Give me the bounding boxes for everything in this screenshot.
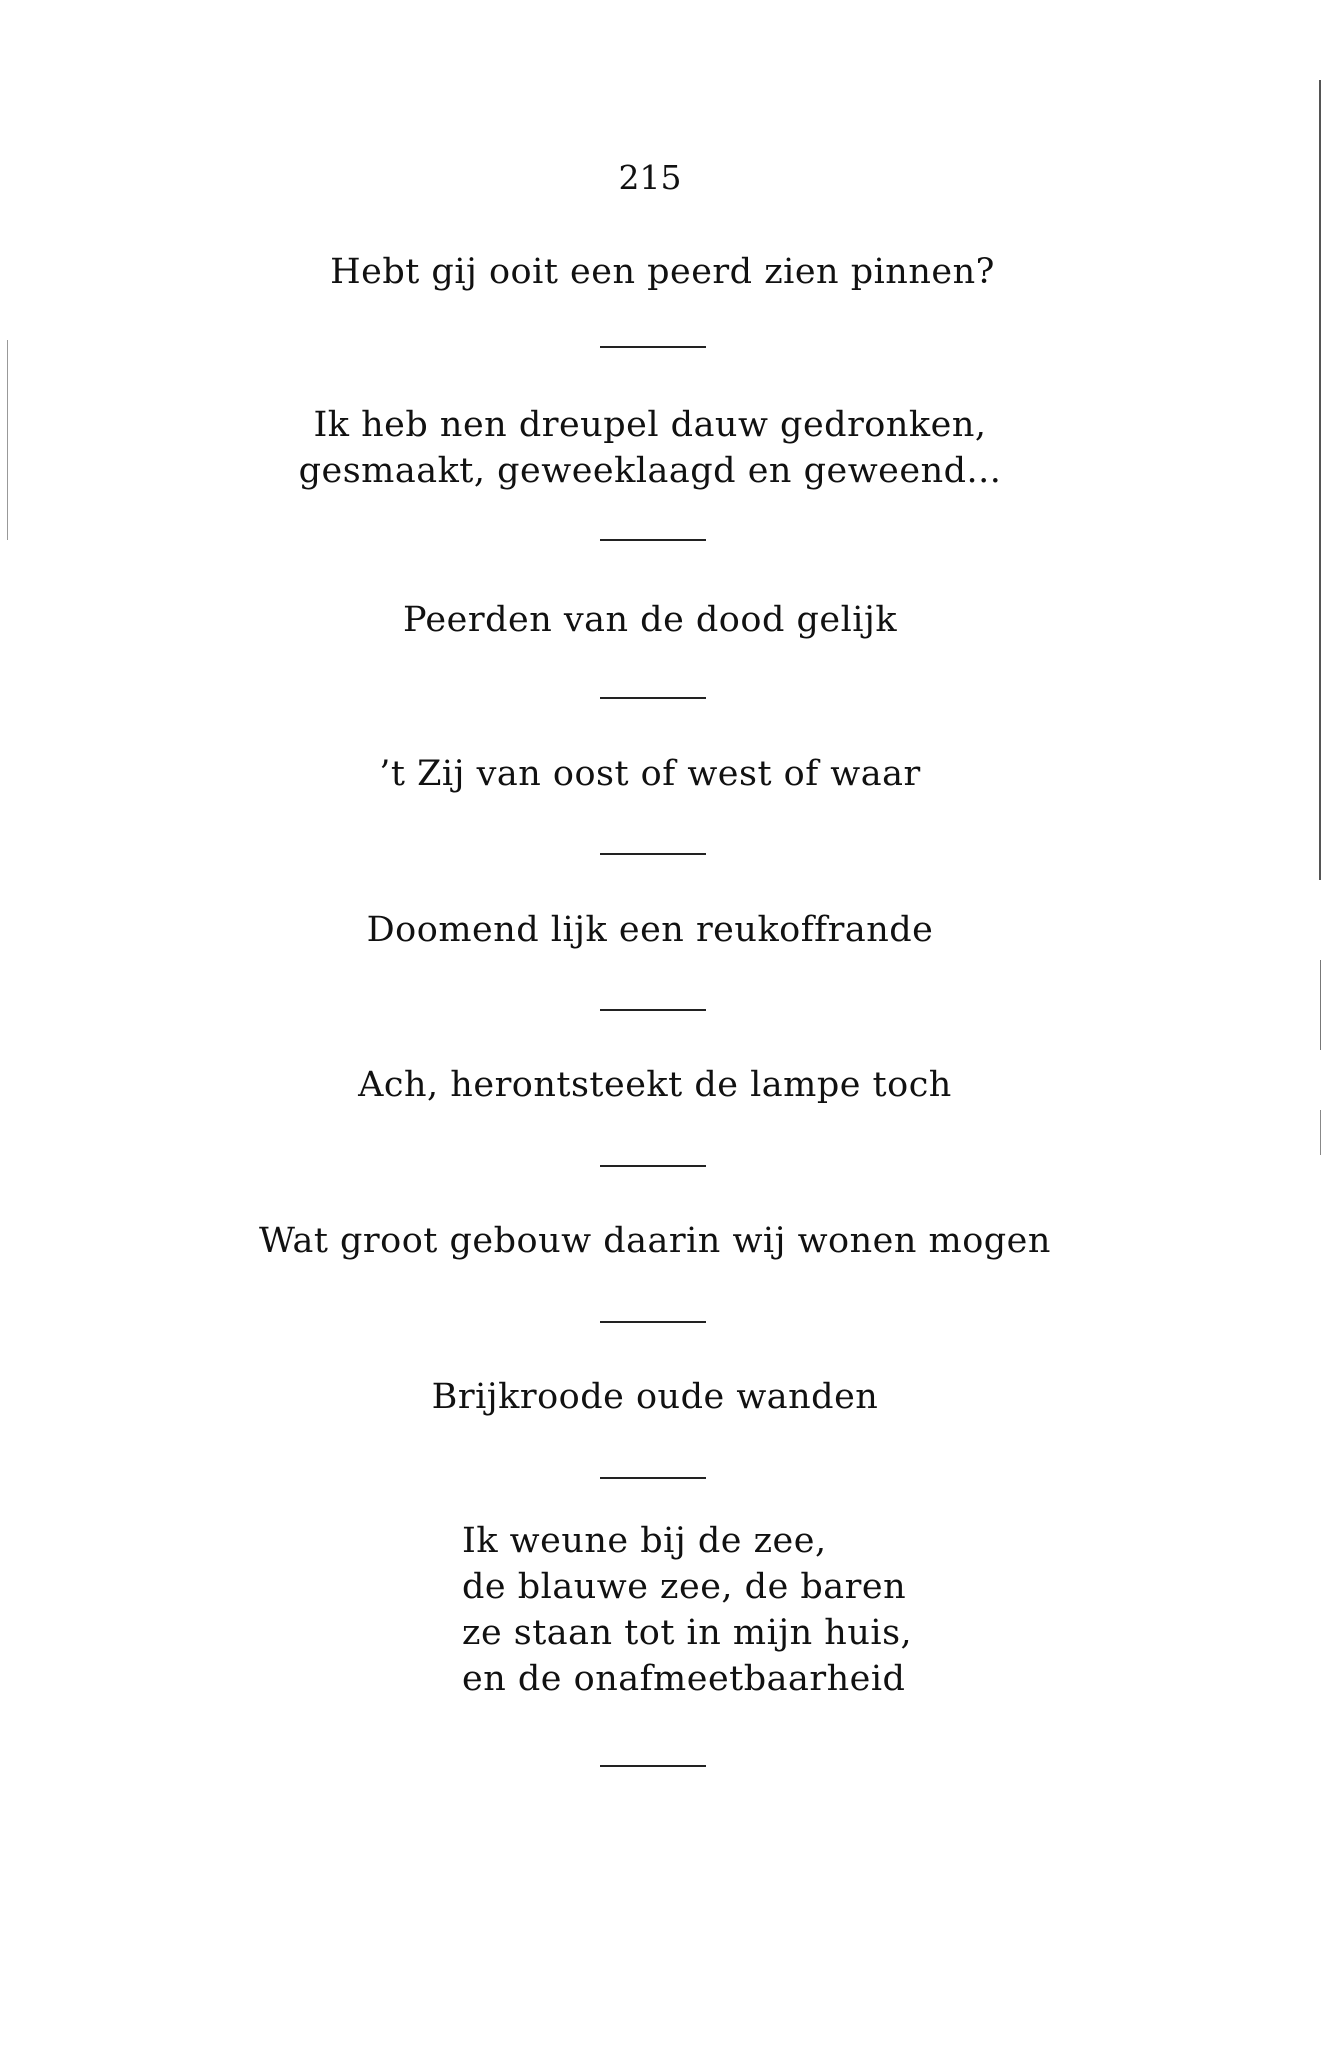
verse-line: Ik weune bij de zee,	[462, 1521, 827, 1561]
separator-rule	[600, 346, 706, 348]
separator-rule	[600, 853, 706, 855]
verse-line: ze staan tot in mijn huis,	[462, 1613, 913, 1653]
binding-edge-shadow	[1319, 80, 1321, 880]
separator-rule	[600, 1765, 706, 1767]
separator-rule	[600, 1165, 706, 1167]
separator-rule	[600, 1009, 706, 1011]
verse-line: en de onafmeetbaarheid	[462, 1659, 906, 1699]
separator-rule	[600, 539, 706, 541]
verse-line: ’t Zij van oost of west of waar	[379, 754, 921, 794]
verse-line: gesmaakt, geweeklaagd en geweend...	[298, 451, 1002, 491]
page-number: 215	[618, 158, 682, 197]
verse-line: Brijkroode oude wanden	[431, 1377, 879, 1417]
verse-line: Doomend lijk een reukoffrande	[366, 910, 934, 950]
separator-rule	[600, 697, 706, 699]
verse-line: Peerden van de dood gelijk	[402, 600, 898, 640]
verse-line: de blauwe zee, de baren	[462, 1567, 907, 1607]
verse-line: Hebt gij ooit een peerd zien pinnen?	[330, 252, 995, 292]
verse-couplet	[0, 402, 1300, 494]
verse-stanza	[462, 1518, 912, 1702]
separator-rule	[600, 1321, 706, 1323]
verse-line: Ik heb nen dreupel dauw gedronken,	[313, 405, 987, 445]
binding-edge-shadow	[1320, 1110, 1321, 1155]
separator-rule	[600, 1477, 706, 1479]
verse-line: Ach, herontsteekt de lampe toch	[358, 1065, 952, 1105]
binding-edge-shadow	[1320, 960, 1321, 1050]
verse-line: Wat groot gebouw daarin wij wonen mogen	[259, 1221, 1051, 1261]
